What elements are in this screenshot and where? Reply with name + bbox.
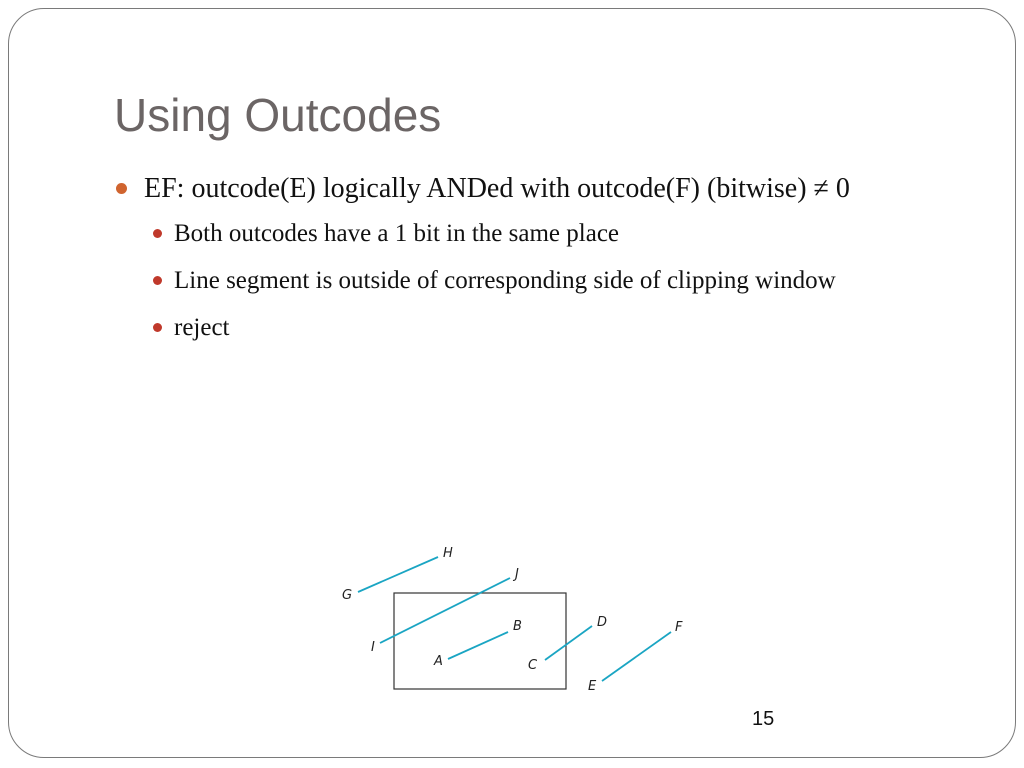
label-h: H bbox=[443, 546, 453, 561]
sub-bullet-item bbox=[114, 214, 974, 254]
page-number: 15 bbox=[752, 708, 775, 730]
slide-title: Using Outcodes bbox=[114, 89, 442, 141]
sub-bullet-dot-icon bbox=[153, 276, 162, 285]
bullet-item bbox=[114, 168, 974, 210]
label-i: I bbox=[371, 640, 375, 655]
clipping-diagram bbox=[330, 538, 710, 703]
segment-ef bbox=[602, 632, 671, 681]
sub-bullet-text: Line segment is outside of corresponding side of clipping window bbox=[174, 267, 836, 294]
sub-bullet-dot-icon bbox=[153, 229, 162, 238]
label-d: D bbox=[597, 615, 608, 630]
sub-bullet-text: reject bbox=[174, 314, 230, 341]
label-f: F bbox=[675, 620, 683, 635]
label-j: J bbox=[515, 567, 519, 582]
segment-ij bbox=[380, 578, 510, 643]
label-c: C bbox=[528, 658, 538, 673]
segment-gh bbox=[358, 557, 438, 592]
segment-cd bbox=[545, 626, 592, 660]
label-g: G bbox=[342, 588, 353, 603]
clipping-window bbox=[394, 593, 566, 689]
sub-bullet-item bbox=[114, 308, 974, 348]
bullet-list bbox=[114, 168, 974, 348]
label-b: B bbox=[513, 619, 522, 634]
label-e: E bbox=[588, 679, 597, 694]
label-a: A bbox=[434, 654, 443, 669]
segment-ab bbox=[448, 632, 508, 659]
sub-bullet-text: Both outcodes have a 1 bit in the same place bbox=[174, 220, 620, 247]
sub-bullet-dot-icon bbox=[153, 323, 162, 332]
sub-bullet-item bbox=[114, 261, 974, 301]
bullet-text: EF: outcode(E) logically ANDed with outcode(F) (bitwise) ≠ 0 bbox=[144, 173, 850, 204]
bullet-dot-icon bbox=[116, 183, 127, 194]
